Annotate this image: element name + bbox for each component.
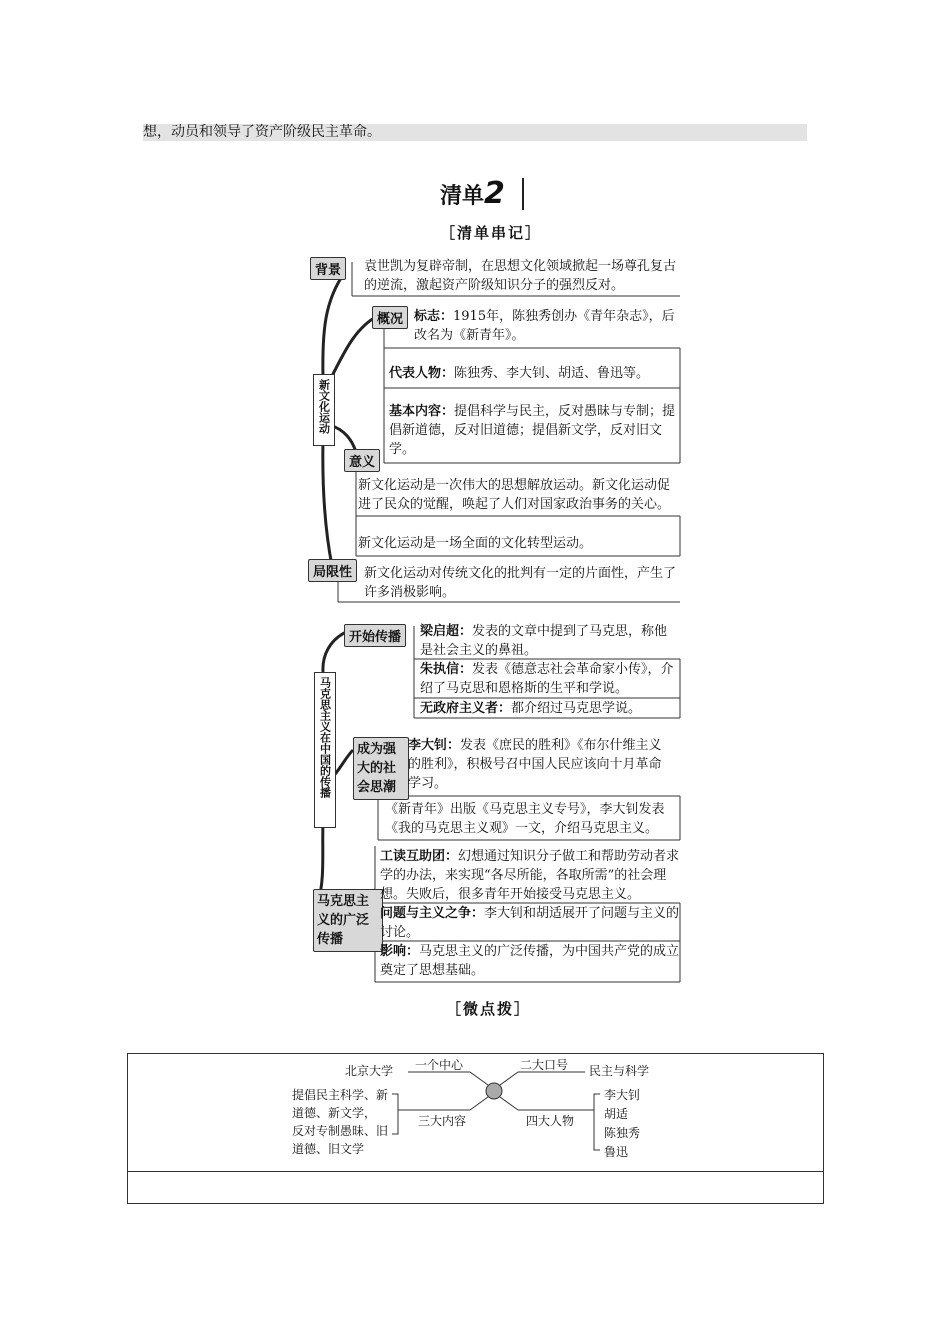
root-makesi-text: 马克思主义在中国的传播 bbox=[318, 677, 332, 798]
wd-sanda: 三大内容 bbox=[418, 1114, 467, 1128]
wenti-text: 李大钊和胡适展开了问题与主义的讨论。 bbox=[380, 906, 680, 940]
title-number: 2 bbox=[484, 176, 505, 211]
yiyi-text-1: 新文化运动是一次伟大的思想解放运动。新文化运动促进了民众的觉醒，唤起了人们对国家政治事务的关心。 bbox=[358, 478, 671, 512]
wd-left1: 提倡民主科学、新道德、新文学， bbox=[292, 1088, 389, 1120]
beijing-text: 袁世凯为复辟帝制，在思想文化领域掀起一场尊孔复古的逆流，激起资产阶级知识分子的强烈反对。 bbox=[364, 259, 677, 293]
yingxiang-row bbox=[380, 942, 680, 980]
section-head-weidian: ［微点拨］ bbox=[446, 1000, 532, 1018]
label-gaikuang: 概况 bbox=[372, 306, 408, 329]
wd-person-3: 陈独秀 bbox=[604, 1126, 641, 1140]
wd-person-2: 胡适 bbox=[604, 1107, 629, 1121]
wd-minzhu: 民主与科学 bbox=[589, 1064, 650, 1078]
wd-sida: 四大人物 bbox=[526, 1114, 575, 1128]
weidian-box-divider bbox=[127, 1171, 824, 1172]
liang-row bbox=[420, 622, 680, 660]
wenti-key: 问题与主义之争： bbox=[380, 906, 485, 921]
daibiao-text: 陈独秀、李大钊、胡适、鲁迅等。 bbox=[454, 366, 650, 381]
title-prefix: 清单 bbox=[440, 184, 485, 209]
juxianxing-text: 新文化运动对传统文化的批判有一定的片面性，产生了许多消极影响。 bbox=[364, 566, 677, 600]
neirong-row bbox=[389, 402, 679, 459]
label-kaishi: 开始传播 bbox=[344, 624, 406, 647]
daibiao-key: 代表人物： bbox=[389, 366, 455, 381]
daibiao-row bbox=[389, 364, 679, 383]
wd-beida: 北京大学 bbox=[345, 1064, 394, 1078]
zhu-text: 发表《德意志社会革命家小传》，介绍了马克思和恩格斯的生平和学说。 bbox=[420, 662, 674, 696]
wd-person-4: 鲁迅 bbox=[604, 1145, 629, 1159]
top-text: 想，动员和领导了资产阶级民主革命。 bbox=[143, 124, 807, 141]
xinqingnian-text: 《新青年》出版《马克思主义专号》，李大钊发表《我的马克思主义观》一文，介绍马克思主义。 bbox=[385, 802, 665, 836]
section-head-qingdan: ［清单串记］ bbox=[440, 224, 543, 242]
label-beijing: 背景 bbox=[310, 257, 346, 280]
wuzhengfu-row bbox=[420, 699, 680, 718]
label-guangfan: 马克思主义的广泛传播 bbox=[313, 889, 383, 952]
gongdu-row bbox=[380, 847, 680, 904]
biaozhi-row bbox=[414, 307, 678, 345]
neirong-text: 提倡科学与民主，反对愚昧与专制；提倡新道德，反对旧道德；提倡新文学，反对旧文学。 bbox=[389, 404, 676, 457]
root-xinwenhua bbox=[313, 374, 335, 446]
weidian-box bbox=[127, 1053, 824, 1204]
biaozhi-key: 标志： bbox=[414, 309, 454, 324]
wd-left2: 反对专制愚昧、旧道德、旧文学 bbox=[292, 1124, 389, 1156]
root-makesi bbox=[314, 672, 336, 828]
wd-yige: 一个中心 bbox=[415, 1058, 464, 1072]
gongdu-text: 幻想通过知识分子做工和帮助劳动者求学的办法，来实现“各尽所能，各取所需”的社会理想。失败后，很多青年开始接受马克思主义。 bbox=[380, 849, 680, 902]
wd-person-1: 李大钊 bbox=[604, 1088, 641, 1102]
zhu-row bbox=[420, 660, 680, 698]
biaozhi-text: 1915年，陈独秀创办《青年杂志》，后改名为《新青年》。 bbox=[414, 309, 675, 343]
liang-text: 发表的文章中提到了马克思，称他是社会主义的鼻祖。 bbox=[420, 624, 668, 658]
label-chengwei: 成为强大的社会思潮 bbox=[353, 737, 409, 800]
liang-key: 梁启超： bbox=[420, 624, 473, 639]
label-yiyi: 意义 bbox=[344, 449, 380, 472]
wd-erda: 二大口号 bbox=[520, 1058, 569, 1072]
zhu-key: 朱执信： bbox=[420, 662, 473, 677]
gongdu-key: 工读互助团： bbox=[380, 849, 459, 864]
li-key: 李大钊： bbox=[408, 738, 461, 753]
neirong-key: 基本内容： bbox=[389, 404, 455, 419]
root-xinwenhua-text: 新文化运动 bbox=[317, 379, 331, 434]
yingxiang-key: 影响： bbox=[380, 944, 420, 959]
wuzhengfu-text: 都介绍过马克思学说。 bbox=[511, 701, 642, 716]
wenti-row bbox=[380, 904, 680, 942]
yiyi-text-2: 新文化运动是一场全面的文化转型运动。 bbox=[358, 536, 593, 551]
label-juxianxing: 局限性 bbox=[308, 559, 357, 582]
li-row bbox=[408, 736, 673, 793]
yingxiang-text: 马克思主义的广泛传播，为中国共产党的成立奠定了思想基础。 bbox=[380, 944, 680, 978]
wuzhengfu-key: 无政府主义者： bbox=[420, 701, 512, 716]
li-text: 发表《庶民的胜利》《布尔什维主义的胜利》，积极号召中国人民应该向十月革命学习。 bbox=[408, 738, 662, 791]
